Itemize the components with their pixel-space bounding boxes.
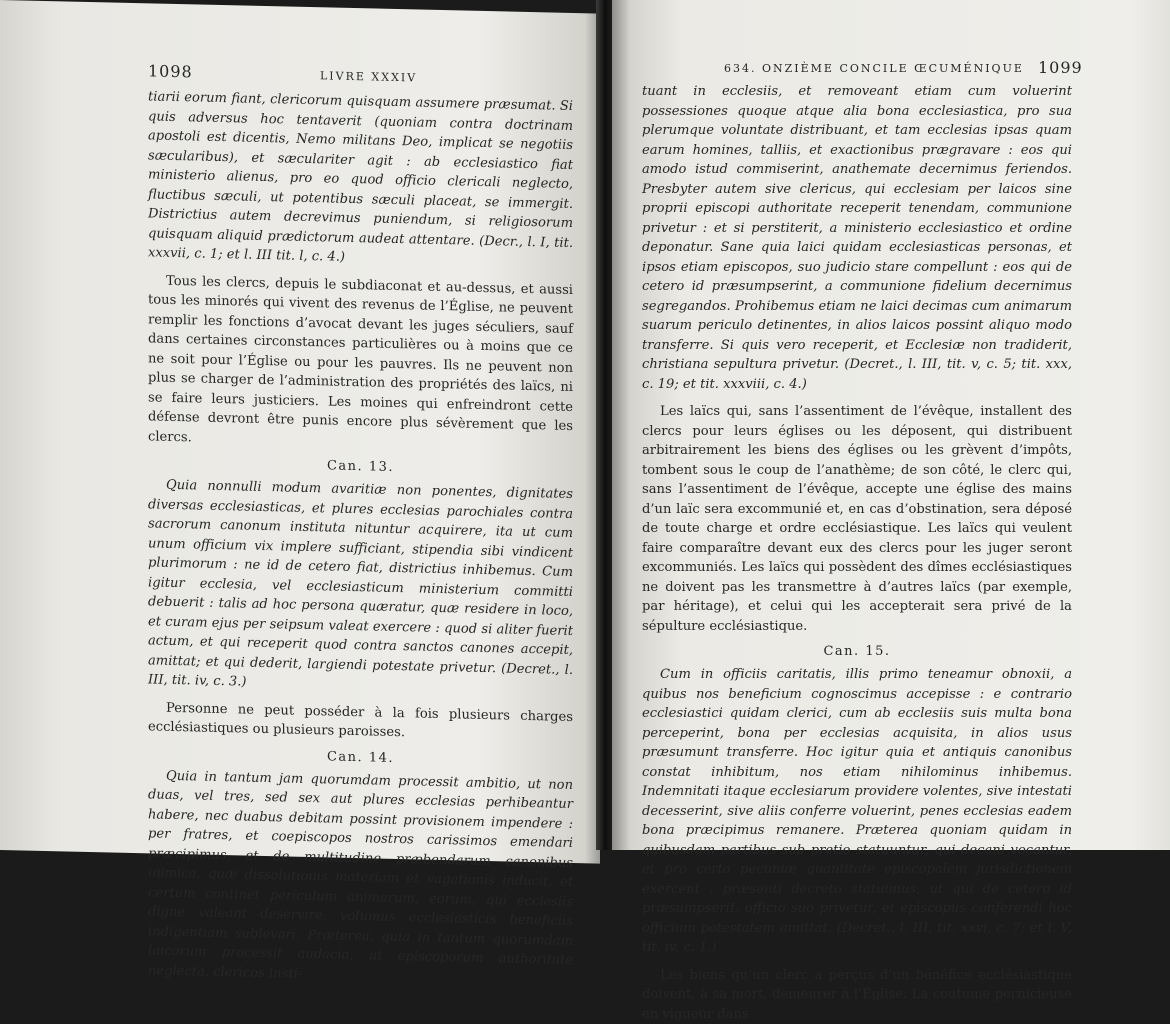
page-number: 1098 [148,61,193,81]
french-paragraph: Personne ne peut posséder à la fois plusieurs charges ecclésiastiques ou plusieurs paroisses. [148,698,573,747]
left-page [0,0,600,864]
running-head: LIVRE XXXIV [320,69,417,84]
latin-paragraph: Quia in tantum jam quorumdam processit ambitio, ut non duas, vel tres, sed sex aut plures ecclesias perhibeantur habere, nec duabus debitam possint provisionem impendere : per fratres, et coepiscopos nostros carissimos emendari præcipimus, et de multitudine præbendarum canonibus inimica, quæ dissolutionis materiam et vagationis inducit, et certum continet periculum animarum, eorum, qui ecclesiis digne valeant deservire, volumus ecclesiasticis beneficiis indigentiam sublevari. Præterea, quia in tantum quorumdam laicorum processit audacia, ut episcoporum authoritate neglecta, clericos insti- [148,766,573,990]
left-text-block [148,87,573,990]
french-paragraph: Tous les clercs, depuis le subdiaconat et au-dessus, et aussi tous les minorés qui vivent des revenus de l’Église, ne peuvent remplir les fonctions d’avocat devant les juges séculiers, sauf dans certaines circonstances particulières ou à moins que ce ne soit pour l’Église ou pour les pauvres. Ils ne peuvent non plus se charger de l’administration des propriétés des laïcs, ni se faire leurs justiciers. Les moines qui enfreindront cette défense devront être punis encore plus sévèrement que les clercs. [148,271,573,456]
latin-paragraph: Cum in officiis caritatis, illis primo teneamur obnoxii, a quibus nos beneficium cognoscimus accepisse : e contrario ecclesiastici quidam clerici, cum ab ecclesiis suis multa bona perceperint, bona per ecclesias acquisita, in alios usus præsumunt transferre. Hoc igitur quia et antiquis canonibus constat inhibitum, nos etiam nihilominus inhibemus. Indemnitati itaque ecclesiarum providere volentes, sive intestati decesserint, sive aliis conferre voluerint, penes ecclesias eadem bona præcipimus remanere. Præterea quoniam quidam in quibusdam partibus sub pretio statuuntur, qui decani vocantur, et pro certa pecuniæ quantitate episcopalem jurisdictionem exercent : præsenti decreto statuimus, ut qui de cetero id præsumpserit, officio suo privetur, et episcopus conferendi hoc officium potestatem amittat. (Decret., l. III, tit. xxvi, c. 7; et l. V, tit. iv, c. 1.) [642,665,1072,958]
canon-heading: Can. 14. [148,745,573,770]
page-number: 1099 [1038,58,1083,77]
right-page [612,0,1170,850]
latin-paragraph: tuant in ecclesiis, et removeant etiam cum voluerint possessiones quoque atque alia bona ecclesiastica, pro sua plerumque voluntate distribuant, et tam ecclesias ipsas quam earum homines, talliis, et exactionibus prægravare : eos qui amodo istud commiserint, anathemate decernimus feriendos. Presbyter autem sive clericus, qui ecclesiam per laicos sine proprii episcopi authoritate receperit tenendam, communione privetur : et si perstiterit, a ministerio ecclesiastico et ordine deponatur. Sane quia laici quidam ecclesiasticas personas, et ipsos etiam episcopos, suo judicio stare compellunt : eos qui de cetero id præsumpserint, a communione fidelium decernimus segregandos. Prohibemus etiam ne laici decimas cum animarum suarum periculo detinentes, in alios laicos possint aliquo modo transferre. Si quis vero receperit, et Ecclesiæ non tradiderit, christiana sepultura privetur. (Decret., l. III, tit. v, c. 5; tit. xxx, c. 19; et tit. xxxviii, c. 4.) [642,82,1072,394]
french-paragraph: Les laïcs qui, sans l’assentiment de l’évêque, installent des clercs pour leurs églises ou les déposent, qui distribuent arbitrairement les biens des églises ou les grèvent d’impôts, tombent sous le coup de l’anathème; de son côté, le clerc qui, sans l’assentiment de l’évêque, accepte une église des mains d’un laïc sera excommunié et, en cas d’obstination, sera déposé de toute charge et ordre ecclésiastique. Les laïcs qui veulent faire comparaître devant eux des clercs pour les juger seront excommuniés. Les laïcs qui possèdent des dîmes ecclésiastiques ne doivent pas les transmettre à d’autres laïcs (par exemple, par héritage), et celui qui les accepterait sera privé de la sépulture ecclésiastique. [642,402,1072,636]
running-head: 634. ONZIÈME CONCILE ŒCUMÉNIQUE [724,62,1024,75]
canon-heading: Can. 15. [642,644,1072,659]
right-page-header [612,58,1170,82]
canon-heading: Can. 13. [148,454,573,479]
latin-paragraph: tiarii eorum fiant, clericorum quisquam assumere præsumat. Si quis adversus hoc tentaverit (quoniam contra doctrinam apostoli est dicentis, Nemo militans Deo, implicat se negotiis sæcularibus), et sæculariter agit : ab ecclesiastico fiat ministerio alienus, pro eo quod officio clericali neglecto, fluctibus sæculi, ut potentibus sæculi placeat, se immergit. Districtius autem decrevimus puniendum, si religiosorum quisquam aliquid prædictorum audeat attentare. (Decr., l. I, tit. xxxvii, c. 1; et l. III tit. l, c. 4.) [148,87,573,272]
latin-paragraph: Quia nonnulli modum avaritiæ non ponentes, dignitates diversas ecclesiasticas, et plures ecclesias parochiales contra sacrorum canonum instituta nituntur acquirere, ita ut cum unum officium vix implere sufficiant, stipendia sibi vindicent plurimorum : ne id de cetero fiat, districtius inhibemus. Cum igitur ecclesia, vel ecclesiasticum ministerium committi debuerit : talis ad hoc persona quæratur, quæ residere in loco, et curam ejus per seipsum valeat exercere : quod si aliter fuerit actum, et qui receperit quod contra sanctos canones accepit, amittat; et qui dederit, largiendi potestate privetur. (Decret., l. III, tit. iv, c. 3.) [148,475,573,699]
right-text-block [642,82,1072,1024]
french-paragraph: Les biens qu’un clerc a perçus d’un bénéfice ecclésiastique doivent, à sa mort, demeurer à l’Église. La coutume pernicieuse en vigueur dans [642,966,1072,1024]
